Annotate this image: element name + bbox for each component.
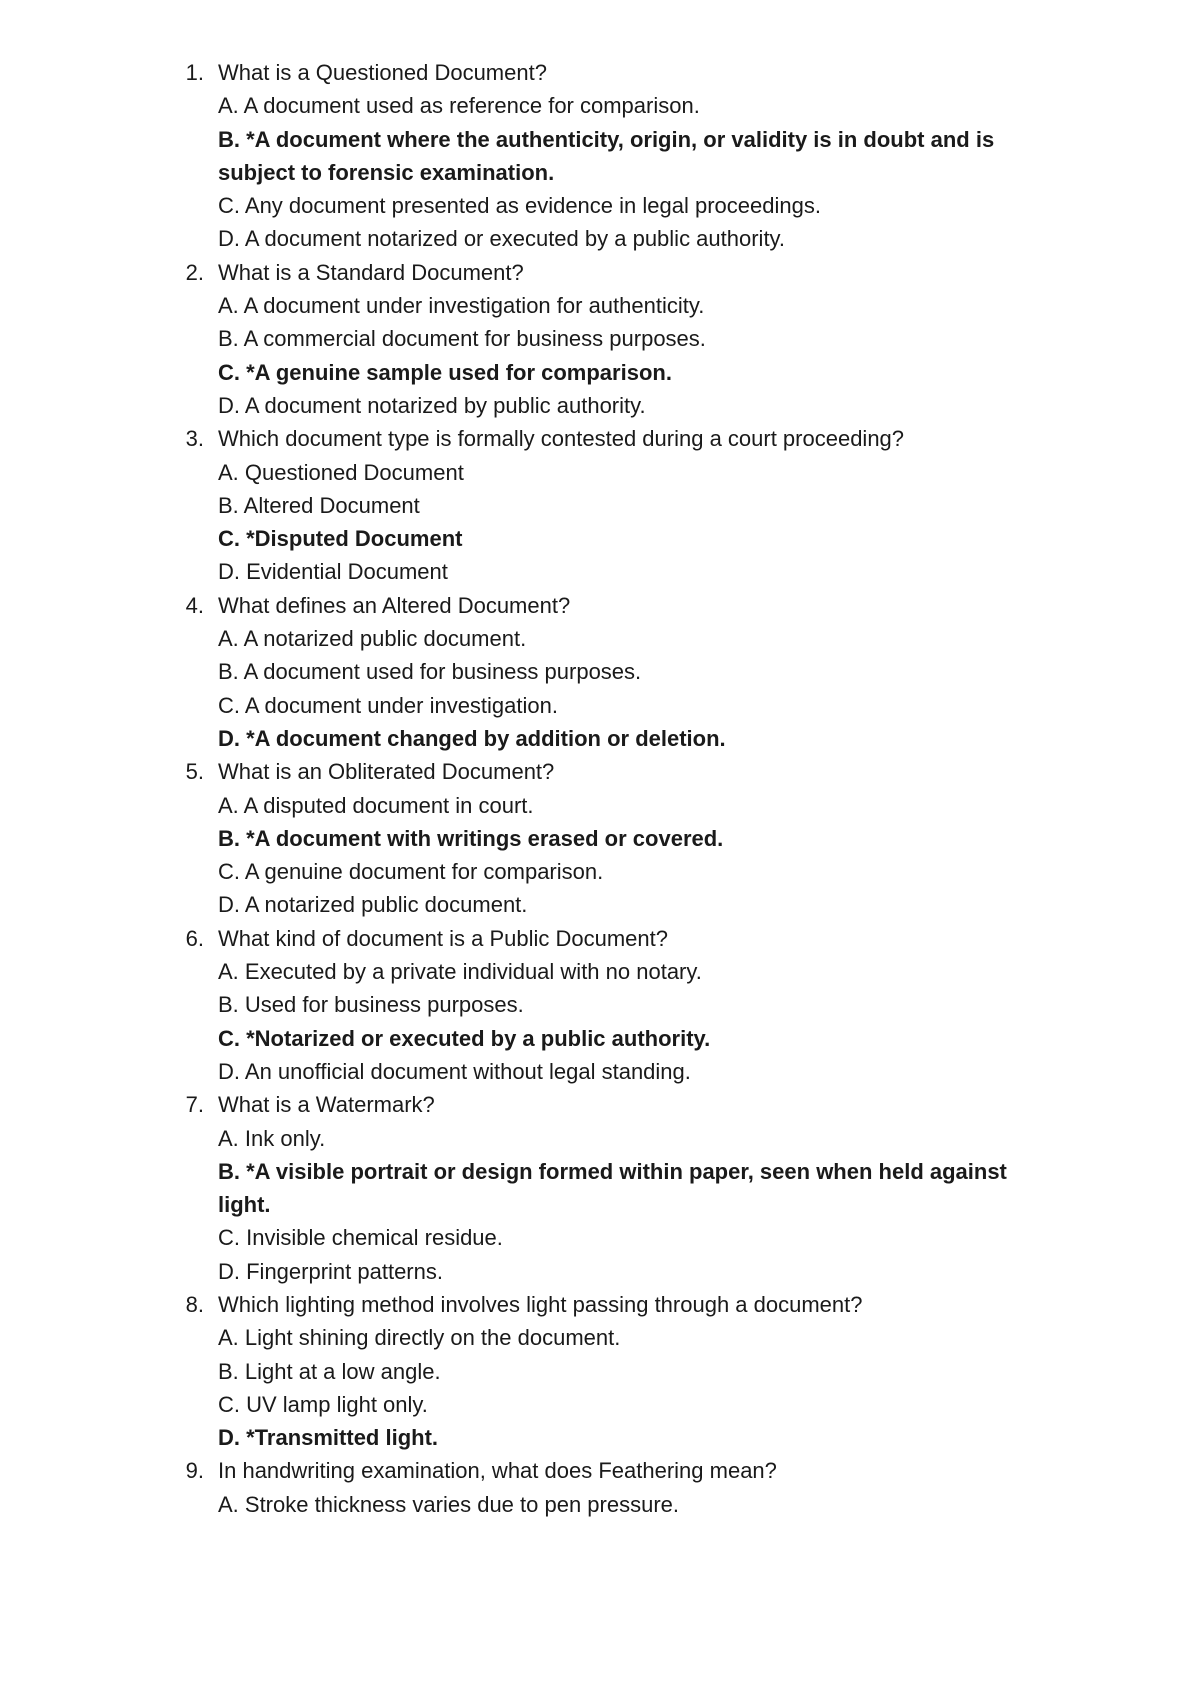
option-list [218, 1122, 1056, 1288]
question-item [176, 1288, 1056, 1454]
option-d-correct: D. *A document changed by addition or deletion. [218, 725, 726, 751]
question-number: 3. [185, 426, 204, 452]
question-text: In handwriting examination, what does Feathering mean? [218, 1458, 777, 1484]
option-c-correct: C. *Notarized or executed by a public authority. [218, 1025, 711, 1051]
question-number: 7. [185, 1092, 204, 1118]
question-number: 8. [185, 1291, 204, 1317]
option-c: C. UV lamp light only. [218, 1391, 428, 1417]
option-a: A. A document under investigation for authenticity. [218, 293, 705, 319]
option-a: A. Questioned Document [218, 459, 464, 485]
option-d: D. A notarized public document. [218, 892, 528, 918]
question-number: 2. [185, 259, 204, 285]
option-a: A. Light shining directly on the document. [218, 1325, 621, 1351]
option-b-correct: B. *A document where the authenticity, origin, or validity is in doubt and is subject to forensic examination. [218, 126, 995, 185]
question-item [176, 1088, 1056, 1288]
option-b: B. Light at a low angle. [218, 1358, 441, 1384]
option-d: D. A document notarized by public authority. [218, 392, 646, 418]
option-d-correct: D. *Transmitted light. [218, 1425, 439, 1451]
question-list [176, 56, 1056, 1521]
option-b: B. Used for business purposes. [218, 992, 524, 1018]
option-d: D. Fingerprint patterns. [218, 1258, 443, 1284]
option-list [218, 456, 1056, 589]
question-text: What is a Standard Document? [218, 259, 524, 285]
option-a: A. Executed by a private individual with no notary. [218, 959, 702, 985]
question-text: What is a Questioned Document? [218, 60, 547, 85]
option-c: C. A genuine document for comparison. [218, 859, 604, 885]
question-item [176, 922, 1056, 1088]
option-b-correct: B. *A visible portrait or design formed within paper, seen when held against light. [218, 1158, 1007, 1218]
option-c: C. A document under investigation. [218, 692, 558, 718]
option-b: B. Altered Document [218, 492, 420, 518]
question-text: What defines an Altered Document? [218, 592, 571, 618]
option-list [218, 955, 1056, 1088]
option-c: C. Any document presented as evidence in legal proceedings. [218, 193, 821, 219]
option-list [218, 622, 1056, 755]
question-text: What kind of document is a Public Document? [218, 925, 669, 951]
question-text: Which document type is formally contested during a court proceeding? [218, 426, 905, 452]
question-text: What is a Watermark? [218, 1092, 435, 1118]
question-number: 4. [185, 592, 204, 618]
question-number: 5. [185, 759, 204, 785]
option-b: B. A document used for business purposes. [218, 659, 642, 685]
question-number: 9. [185, 1458, 204, 1484]
option-d: D. Evidential Document [218, 559, 448, 585]
question-item [176, 422, 1056, 588]
option-d: D. An unofficial document without legal standing. [218, 1058, 691, 1084]
question-number: 1. [185, 60, 204, 85]
option-list [218, 89, 1056, 255]
question-item [176, 256, 1056, 422]
option-list [218, 1321, 1056, 1454]
option-b: B. A commercial document for business purposes. [218, 326, 706, 352]
option-a: A. Ink only. [218, 1125, 326, 1151]
option-c-correct: C. *A genuine sample used for comparison. [218, 359, 672, 385]
question-item [176, 56, 1056, 256]
question-item [176, 1454, 1056, 1521]
option-a: A. A notarized public document. [218, 626, 527, 652]
option-list [218, 789, 1056, 922]
question-number: 6. [185, 925, 204, 951]
option-list [218, 1488, 1056, 1521]
option-b-correct: B. *A document with writings erased or covered. [218, 825, 724, 851]
option-c: C. Invisible chemical residue. [218, 1225, 503, 1251]
question-item [176, 589, 1056, 755]
option-a: A. A document used as reference for comparison. [218, 93, 700, 119]
option-c-correct: C. *Disputed Document [218, 526, 463, 552]
question-text: Which lighting method involves light passing through a document? [218, 1291, 863, 1317]
option-a: A. A disputed document in court. [218, 792, 534, 818]
option-list [218, 289, 1056, 422]
question-text: What is an Obliterated Document? [218, 759, 555, 785]
option-d: D. A document notarized or executed by a public authority. [218, 226, 786, 252]
question-item [176, 755, 1056, 921]
option-a: A. Stroke thickness varies due to pen pressure. [218, 1491, 680, 1517]
